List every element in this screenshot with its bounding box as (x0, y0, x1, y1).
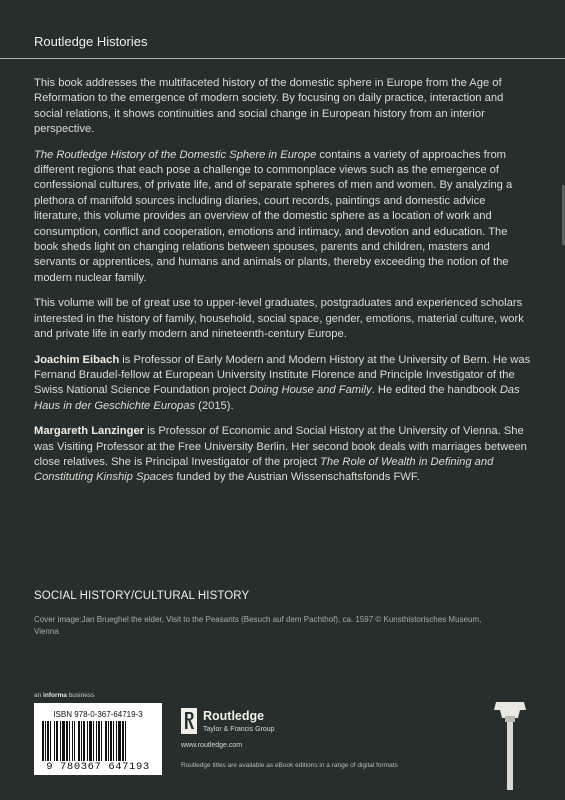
isbn-number: ISBN 978-0-367-64719-3 (53, 710, 143, 719)
editor-name-2: Margareth Lanzinger (34, 425, 145, 438)
editor-bio-1-project: Doing House and Family (249, 384, 372, 397)
editor-bio-1-text-c: (2015). (195, 399, 234, 412)
series-title: Routledge Histories (34, 34, 148, 49)
cover-image-credit: Cover image:Jan Brueghel the elder, Visit to the Peasants (Besuch auf dem Pachthof), ca. 1597 © Kunsthistorisches Museum, Vienna (34, 615, 482, 636)
editor-name-1: Joachim Eibach (34, 353, 120, 366)
editor-bio-2-project: The Role of Wealth in Defining and Constituting Kinship Spaces (34, 455, 494, 484)
blurb-paragraph-2-text: contains a variety of approaches from different regions that each pose a challenge to commonplace views such as the emergence of confessional cultures, of private life, and of separate spheres of men and women. By analyzing a plethora of manifold sources including diaries, court records, paintings and domestic advice literature, this volume provides an overview of the domestic sphere as a location of work and consumption, conflict and cooperation, emotions and intimacy, and devotion and education. The book sheds light on changing relations between spouses, parents and children, masters and servants or apprentices, and humans and animals or plants, thereby exceeding the notion of the modern nuclear family. (34, 148, 513, 284)
routledge-r-logo-icon (181, 708, 197, 734)
back-cover-blurb (34, 76, 534, 496)
publisher-url[interactable]: www.routledge.com (181, 742, 243, 749)
barcode-digits: 9 780367 647193 (46, 761, 150, 773)
header-rule (0, 58, 565, 59)
barcode-bars (40, 721, 156, 761)
informa-brand: informa (43, 692, 67, 699)
editor-bio-2-text-b: funded by the Austrian Wissenschaftsfonds FWF. (173, 471, 420, 484)
blurb-paragraph-1: This book addresses the multifaceted history of the domestic sphere in Europe from the Age of Reformation to the emergence of modern society. By focusing on daily practice, interaction and social relations, it shows continuities and social change in European history from an interior perspective. (34, 77, 504, 136)
informa-prefix: an (34, 692, 44, 699)
ebook-note: Routledge titles are available as eBook editions in a range of digital formats (181, 762, 398, 769)
book-title: The Routledge History of the Domestic Sphere in Europe (34, 148, 317, 161)
publisher-name: Routledge (203, 709, 265, 723)
subject-category: SOCIAL HISTORY/CULTURAL HISTORY (34, 590, 250, 602)
informa-business-label (34, 692, 94, 699)
isbn-barcode (34, 703, 162, 775)
blurb-paragraph-2 (34, 148, 534, 287)
editor-bio-2-text-a: is Professor of Economic and Social History at the University of Vienna. She was Visiting Professor at the Free University Berlin. Her second book deals with marriages between close relatives. She is Principal Investigator of the project (34, 425, 527, 468)
editor-bio-1 (34, 353, 534, 415)
editor-bio-2 (34, 424, 534, 486)
informa-suffix: business (66, 692, 95, 699)
publisher-group: Taylor & Francis Group (203, 726, 275, 733)
editor-bio-1-text-b: . He edited the handbook (371, 384, 500, 397)
editor-bio-1-handbook: Das Haus in der Geschichte Europas (34, 384, 520, 412)
editor-bio-1-text-a: is Professor of Early Modern and Modern History at the University of Bern. He was Fernand Braudel-fellow at European University Institute Florence and Principle Investigator of the Swiss National Science Foundation project (34, 353, 531, 397)
blurb-paragraph-3: This volume will be of great use to upper-level graduates, postgraduates and experienced scholars interested in the history of family, household, social space, gender, emotions, material culture, work and private life in early modern and nineteenth-century Europe. (34, 297, 524, 341)
hammer-illustration-icon (490, 700, 530, 790)
